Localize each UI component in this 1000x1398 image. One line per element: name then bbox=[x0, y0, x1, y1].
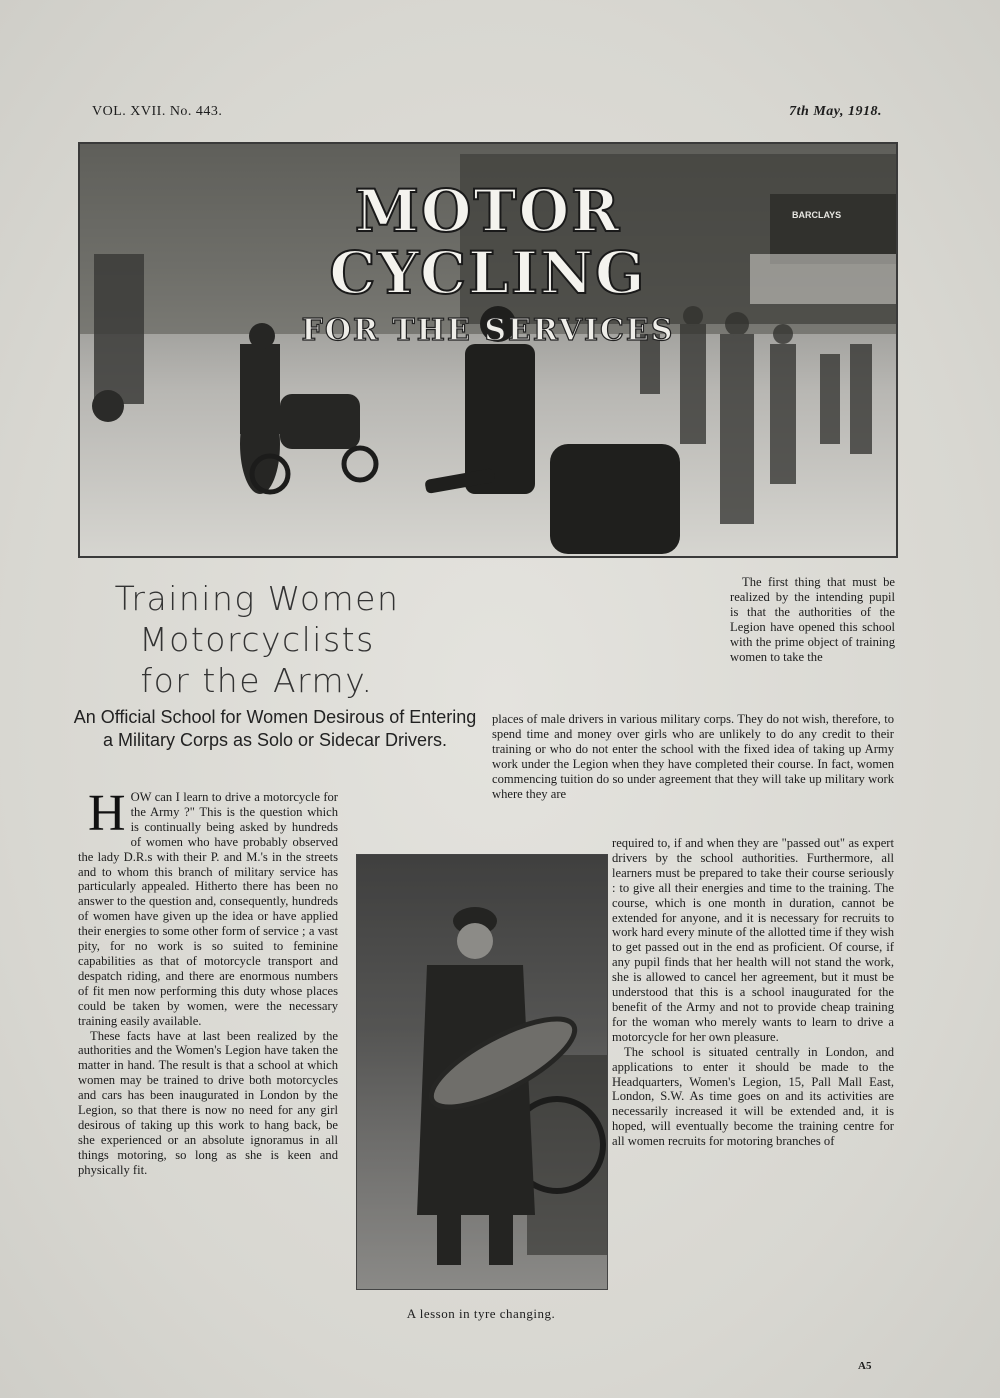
title-line-3: for the Army. bbox=[140, 661, 374, 700]
paragraph-text: OW can I learn to drive a motorcycle for the Army ?" This is the question which is continually being asked by hundreds of women who have probably observed the lady D.R.s with their P. and M.'s in the streets and to whom this branch of military service has particularly appealed. Hitherto there has been no answer to the question and, consequently, hundreds of women have given up the idea or have applied their energies to some other form of service ; a vast pity, for no work is so suited to feminine capabilities as that of motorcycle transport and despatch riding, and there are enormous numbers of fit men now performing this duty whose places could be taken by women, were the necessary training easily available. bbox=[78, 790, 338, 1028]
left-column bbox=[78, 785, 338, 1178]
paragraph: These facts have at last been realized by the authorities and the Women's Legion have taken the matter in hand. The result is that a school at which women may be trained to drive both motorcycles and cars has been inaugurated in London by the Legion, so that there is now no need for any girl desirous of taking up this work to hang back, be she experienced or an absolute ignoramus in all things motoring, so long as she is keen and physically fit. bbox=[78, 1028, 338, 1177]
paragraph: required to, if and when they are "passed out" as expert drivers by the school authorities. Furthermore, all learners must be prepared to take their course seriously : to give all their energies and time to the training. The course, which is one month in duration, cannot be extended for anyone, and it is necessary for recruits to work hard every minute of the allotted time if they wish to get passed out in the end as proficient. Of course, if any pupil finds that her health will not stand the work, she is allowed to cancel her agreement, but it must be understood that this is a school inaugurated for the benefit of the Army and not to provide cheap training for the woman who merely wants to learn to drive a motorcycle for her own pleasure. bbox=[612, 836, 894, 1044]
title-line-1: Training Women bbox=[114, 579, 400, 618]
shop-sign: BARCLAYS bbox=[792, 210, 842, 220]
hero-photograph bbox=[78, 142, 898, 558]
paragraph bbox=[78, 785, 338, 1029]
drop-cap: H bbox=[88, 785, 126, 842]
paragraph: The school is situated centrally in London, and applications to enter it should be made to the Headquarters, Women's Legion, 15, Pall Mall East, London, S.W. As time goes on and its activities are necessarily increased it will be extended and, it is hoped, will eventually become the training centre for all women recruits for motoring branches of bbox=[612, 1044, 894, 1149]
right-top-column bbox=[730, 575, 895, 664]
right-column bbox=[612, 836, 894, 1149]
woman-with-tyre-illustration bbox=[357, 855, 607, 1289]
title-line-2: Motorcyclists bbox=[139, 620, 375, 659]
right-wide-column bbox=[492, 712, 894, 801]
masthead-subtitle: FOR THE SERVICES bbox=[301, 313, 675, 348]
issue-date: 7th May, 1918. bbox=[789, 104, 882, 119]
paragraph: places of male drivers in various military corps. They do not wish, therefore, to spend time and money over girls who are unlikely to do any credit to their training or who do not enter the school with the fixed idea of taking up Army work under the Legion when they have completed their course. In fact, women commencing tuition do so under agreement that they will take up military work where they are bbox=[492, 712, 894, 801]
tyre-changing-photograph bbox=[356, 854, 608, 1290]
photo-caption: A lesson in tyre changing. bbox=[406, 1306, 556, 1321]
masthead bbox=[218, 177, 758, 348]
masthead-title: MOTOR CYCLING bbox=[329, 177, 647, 307]
article-subtitle: An Official School for Women Desirous of Entering a Military Corps as Solo or Sidecar Drivers. bbox=[73, 707, 477, 750]
volume-number: VOL. XVII. No. 443. bbox=[92, 104, 223, 119]
article-title bbox=[92, 578, 422, 701]
paragraph: The first thing that must be realized by the intending pupil is that the authorities of the Legion have opened this school with the prime object of training women to take the bbox=[730, 575, 895, 664]
page-number: A5 bbox=[858, 1360, 872, 1372]
